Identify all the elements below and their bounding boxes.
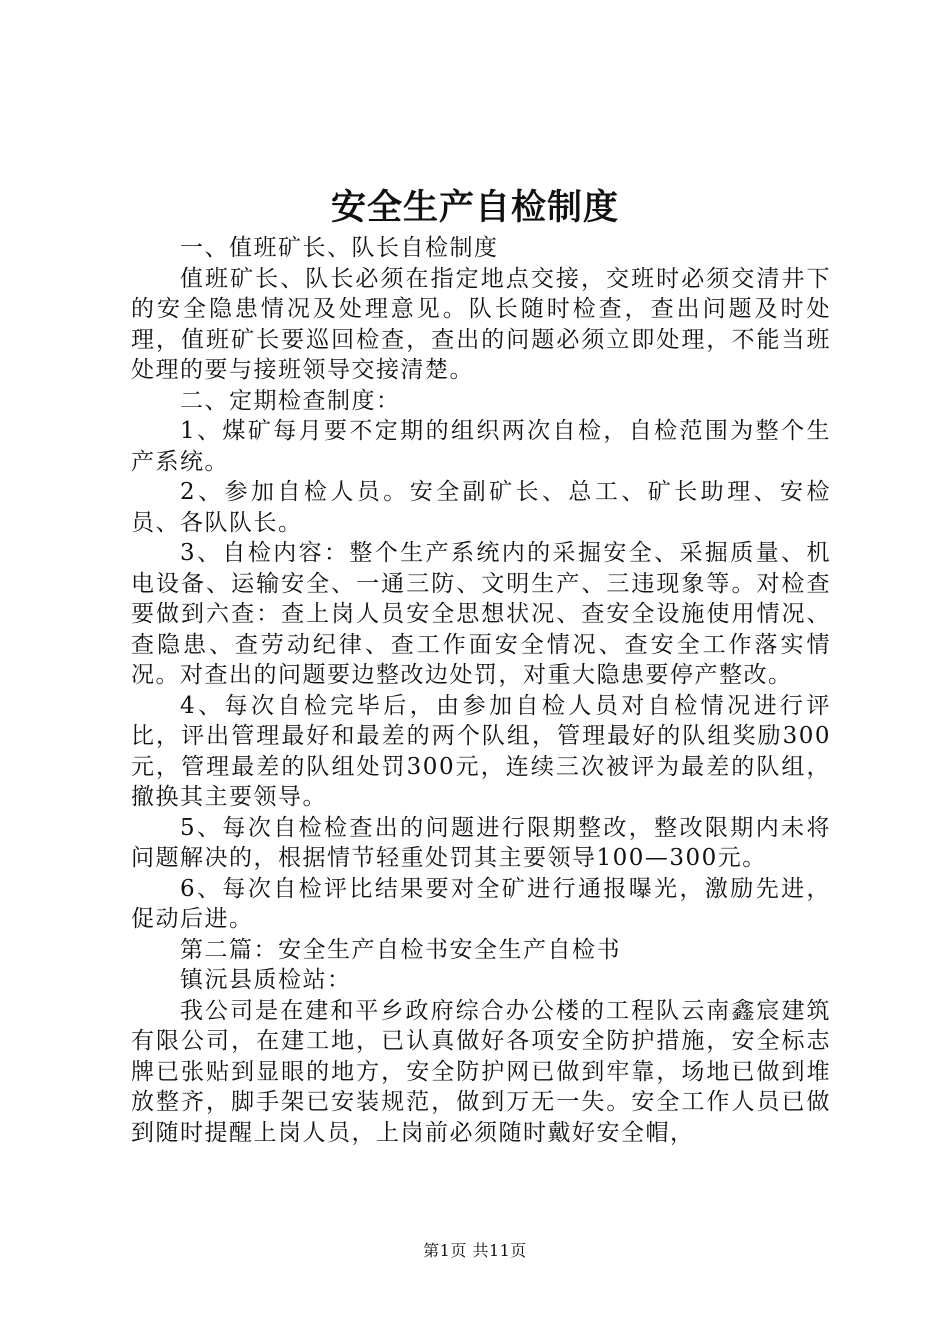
list-item-1: 1、煤矿每月要不定期的组织两次自检，自检范围为整个生产系统。 bbox=[131, 418, 831, 475]
section-heading-2: 二、定期检查制度： bbox=[180, 387, 401, 414]
page-footer: 第1页 共11页 bbox=[423, 1241, 527, 1260]
list-item-2: 2、参加自检人员。安全副矿长、总工、矿长助理、安检员、各队队长。 bbox=[131, 479, 831, 536]
section-heading-1: 一、值班矿长、队长自检制度 bbox=[180, 235, 499, 261]
list-item-5: 5、每次自检检查出的问题进行限期整改，整改限期内未将问题解决的，根据情节轻重处罚其主要领导100—300元。 bbox=[131, 814, 831, 871]
list-item-3: 3、自检内容：整个生产系统内的采掘安全、采掘质量、机电设备、运输安全、一通三防、文明生产、三违现象等。对检查要做到六查：查上岗人员安全思想状况、查安全设施使用情况、查隐患、查劳动纪律、查工作面安全情况、查安全工作落实情况。对查出的问题要边整改边处罚，对重大隐患要停产整改。 bbox=[131, 540, 831, 688]
list-item-6: 6、每次自检评比结果要对全矿进行通报曝光，激励先进，促动后进。 bbox=[131, 875, 831, 932]
paragraph: 值班矿长、队长必须在指定地点交接，交班时必须交清井下的安全隐患情况及处理意见。队长随时检查，查出问题及时处理，值班矿长要巡回检查，查出的问题必须立即处理，不能当班处理的要与接班领导交接清楚。 bbox=[131, 265, 831, 383]
document-body bbox=[131, 233, 831, 1148]
list-item-4: 4、每次自检完毕后，由参加自检人员对自检情况进行评比，评出管理最好和最差的两个队组，管理最好的队组奖励300元，管理最差的队组处罚300元，连续三次被评为最差的队组，撤换其主要领导。 bbox=[131, 692, 831, 810]
section-heading-3: 第二篇：安全生产自检书安全生产自检书 bbox=[180, 936, 621, 963]
paragraph: 我公司是在建和平乡政府综合办公楼的工程队云南鑫宸建筑有限公司，在建工地，已认真做好各项安全防护措施，安全标志牌已张贴到显眼的地方，安全防护网已做到牢靠，场地已做到堆放整齐，脚手架已安装规范，做到万无一失。安全工作人员已做到随时提醒上岗人员，上岗前必须随时戴好安全帽， bbox=[131, 997, 831, 1146]
document-title: 安全生产自检制度 bbox=[330, 187, 619, 228]
salutation: 镇沅县质检站： bbox=[180, 967, 352, 993]
